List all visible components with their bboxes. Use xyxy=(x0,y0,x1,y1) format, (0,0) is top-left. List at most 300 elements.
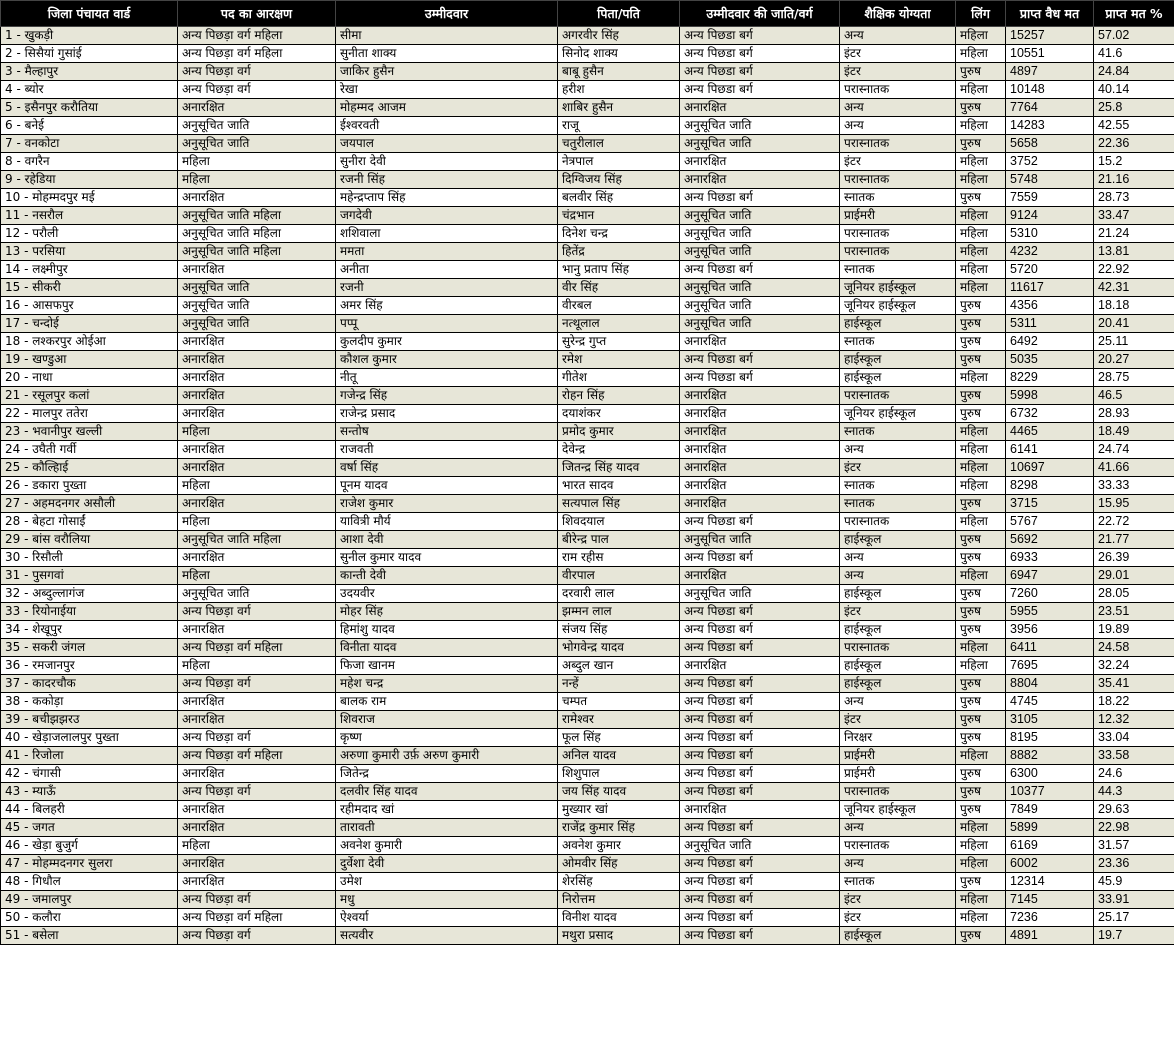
cell-pct: 25.17 xyxy=(1094,909,1174,927)
cell-education: जूनियर हाईस्कूल xyxy=(840,405,956,423)
cell-education: हाईस्कूल xyxy=(840,927,956,945)
table-row xyxy=(1,333,1174,351)
cell-ward: 31 - पुसगवां xyxy=(1,567,178,585)
cell-education: स्नातक xyxy=(840,495,956,513)
cell-votes: 7849 xyxy=(1006,801,1094,819)
cell-pct: 23.51 xyxy=(1094,603,1174,621)
header-reservation: पद का आरक्षण xyxy=(178,1,336,27)
cell-votes: 5899 xyxy=(1006,819,1094,837)
cell-gender: महिला xyxy=(956,909,1006,927)
cell-father-husband: चतुरीलाल xyxy=(558,135,680,153)
cell-votes: 15257 xyxy=(1006,27,1094,45)
cell-father-husband: मथुरा प्रसाद xyxy=(558,927,680,945)
table-row xyxy=(1,135,1174,153)
cell-reservation: महिला xyxy=(178,153,336,171)
cell-caste: अनारक्षित xyxy=(680,801,840,819)
cell-candidate: मोहर सिंह xyxy=(336,603,558,621)
table-row xyxy=(1,873,1174,891)
cell-ward: 19 - खण्डुआ xyxy=(1,351,178,369)
cell-ward: 30 - रिसौली xyxy=(1,549,178,567)
cell-ward: 44 - बिलहरी xyxy=(1,801,178,819)
cell-candidate: आशा देवी xyxy=(336,531,558,549)
cell-caste: अन्य पिछडा बर्ग xyxy=(680,81,840,99)
cell-reservation: महिला xyxy=(178,657,336,675)
cell-ward: 37 - कादरचौक xyxy=(1,675,178,693)
table-row xyxy=(1,927,1174,945)
cell-gender: महिला xyxy=(956,153,1006,171)
table-row xyxy=(1,81,1174,99)
cell-caste: अन्य पिछडा बर्ग xyxy=(680,909,840,927)
cell-father-husband: शिवदयाल xyxy=(558,513,680,531)
cell-candidate: गजेन्द्र सिंह xyxy=(336,387,558,405)
cell-gender: पुरुष xyxy=(956,603,1006,621)
table-row xyxy=(1,801,1174,819)
cell-pct: 22.72 xyxy=(1094,513,1174,531)
cell-votes: 3956 xyxy=(1006,621,1094,639)
cell-ward: 40 - खेड़ाजलालपुर पुख्ता xyxy=(1,729,178,747)
cell-education: प्राईमरी xyxy=(840,765,956,783)
cell-education: इंटर xyxy=(840,603,956,621)
cell-father-husband: ओमवीर सिंह xyxy=(558,855,680,873)
cell-caste: अनारक्षित xyxy=(680,153,840,171)
cell-education: परास्नातक xyxy=(840,135,956,153)
cell-gender: पुरुष xyxy=(956,135,1006,153)
table-row xyxy=(1,513,1174,531)
cell-father-husband: अनिल यादव xyxy=(558,747,680,765)
cell-reservation: महिला xyxy=(178,423,336,441)
cell-reservation: अनारक्षित xyxy=(178,711,336,729)
cell-candidate: राजेन्द्र प्रसाद xyxy=(336,405,558,423)
cell-candidate: यावित्री मौर्य xyxy=(336,513,558,531)
cell-votes: 11617 xyxy=(1006,279,1094,297)
cell-education: परास्नातक xyxy=(840,387,956,405)
cell-votes: 8804 xyxy=(1006,675,1094,693)
cell-ward: 14 - लक्ष्मीपुर xyxy=(1,261,178,279)
cell-ward: 48 - गिधौल xyxy=(1,873,178,891)
cell-pct: 22.92 xyxy=(1094,261,1174,279)
table-row xyxy=(1,477,1174,495)
cell-votes: 5767 xyxy=(1006,513,1094,531)
cell-pct: 20.41 xyxy=(1094,315,1174,333)
cell-father-husband: निरोत्तम xyxy=(558,891,680,909)
cell-caste: अन्य पिछडा बर्ग xyxy=(680,693,840,711)
table-row xyxy=(1,117,1174,135)
cell-father-husband: नत्थूलाल xyxy=(558,315,680,333)
header-father-husband: पिता/पति xyxy=(558,1,680,27)
cell-pct: 33.47 xyxy=(1094,207,1174,225)
cell-reservation: अन्य पिछड़ा वर्ग xyxy=(178,603,336,621)
cell-gender: पुरुष xyxy=(956,99,1006,117)
cell-gender: पुरुष xyxy=(956,189,1006,207)
cell-pct: 33.04 xyxy=(1094,729,1174,747)
cell-candidate: पप्पू xyxy=(336,315,558,333)
header-ward: जिला पंचायत वार्ड xyxy=(1,1,178,27)
table-row xyxy=(1,63,1174,81)
cell-father-husband: भारत सादव xyxy=(558,477,680,495)
table-row xyxy=(1,765,1174,783)
cell-gender: पुरुष xyxy=(956,63,1006,81)
cell-caste: अनुसूचित जाति xyxy=(680,207,840,225)
cell-candidate: कृष्ण xyxy=(336,729,558,747)
cell-gender: पुरुष xyxy=(956,873,1006,891)
cell-caste: अनुसूचित जाति xyxy=(680,315,840,333)
cell-ward: 26 - डकारा पुख्ता xyxy=(1,477,178,495)
cell-education: हाईस्कूल xyxy=(840,657,956,675)
table-row xyxy=(1,441,1174,459)
cell-candidate: मोहम्मद आजम xyxy=(336,99,558,117)
cell-votes: 6933 xyxy=(1006,549,1094,567)
cell-gender: पुरुष xyxy=(956,711,1006,729)
cell-candidate: जितेन्द्र xyxy=(336,765,558,783)
cell-ward: 20 - नाधा xyxy=(1,369,178,387)
cell-caste: अनारक्षित xyxy=(680,405,840,423)
cell-pct: 24.84 xyxy=(1094,63,1174,81)
cell-pct: 12.32 xyxy=(1094,711,1174,729)
cell-education: स्नातक xyxy=(840,189,956,207)
table-row xyxy=(1,189,1174,207)
cell-pct: 29.01 xyxy=(1094,567,1174,585)
cell-education: अन्य xyxy=(840,855,956,873)
cell-father-husband: राजू xyxy=(558,117,680,135)
cell-candidate: फिजा खानम xyxy=(336,657,558,675)
cell-education: परास्नातक xyxy=(840,837,956,855)
table-body xyxy=(1,27,1174,945)
cell-gender: महिला xyxy=(956,513,1006,531)
table-row xyxy=(1,783,1174,801)
cell-father-husband: दरवारी लाल xyxy=(558,585,680,603)
table-row xyxy=(1,459,1174,477)
cell-pct: 29.63 xyxy=(1094,801,1174,819)
cell-father-husband: वीर सिंह xyxy=(558,279,680,297)
cell-caste: अन्य पिछडा बर्ग xyxy=(680,603,840,621)
cell-votes: 6947 xyxy=(1006,567,1094,585)
cell-pct: 28.93 xyxy=(1094,405,1174,423)
cell-gender: महिला xyxy=(956,225,1006,243)
cell-ward: 4 - ब्योर xyxy=(1,81,178,99)
cell-candidate: सुनीता शाक्य xyxy=(336,45,558,63)
cell-gender: महिला xyxy=(956,45,1006,63)
cell-ward: 5 - इसैनपुर करौतिया xyxy=(1,99,178,117)
cell-candidate: ममता xyxy=(336,243,558,261)
cell-reservation: अनुसूचित जाति महिला xyxy=(178,531,336,549)
cell-caste: अन्य पिछडा बर्ग xyxy=(680,27,840,45)
cell-education: स्नातक xyxy=(840,873,956,891)
cell-gender: महिला xyxy=(956,117,1006,135)
cell-caste: अन्य पिछडा बर्ग xyxy=(680,711,840,729)
cell-gender: महिला xyxy=(956,891,1006,909)
cell-pct: 28.75 xyxy=(1094,369,1174,387)
cell-ward: 28 - बेहटा गोसाईं xyxy=(1,513,178,531)
cell-candidate: दुर्वेशा देवी xyxy=(336,855,558,873)
cell-father-husband: दयाशंकर xyxy=(558,405,680,423)
header-gender: लिंग xyxy=(956,1,1006,27)
cell-caste: अनुसूचित जाति xyxy=(680,585,840,603)
cell-reservation: अनारक्षित xyxy=(178,99,336,117)
cell-education: अन्य xyxy=(840,567,956,585)
cell-reservation: अन्य पिछड़ा वर्ग xyxy=(178,891,336,909)
cell-caste: अन्य पिछडा बर्ग xyxy=(680,621,840,639)
cell-votes: 5310 xyxy=(1006,225,1094,243)
cell-pct: 18.49 xyxy=(1094,423,1174,441)
cell-gender: पुरुष xyxy=(956,765,1006,783)
cell-pct: 44.3 xyxy=(1094,783,1174,801)
cell-votes: 10551 xyxy=(1006,45,1094,63)
header-education: शैक्षिक योग्यता xyxy=(840,1,956,27)
cell-reservation: अन्य पिछड़ा वर्ग महिला xyxy=(178,45,336,63)
cell-reservation: अनारक्षित xyxy=(178,621,336,639)
cell-reservation: अनारक्षित xyxy=(178,549,336,567)
cell-votes: 6300 xyxy=(1006,765,1094,783)
cell-education: प्राईमरी xyxy=(840,207,956,225)
cell-ward: 32 - अब्दुल्लागंज xyxy=(1,585,178,603)
cell-reservation: अनारक्षित xyxy=(178,351,336,369)
cell-reservation: अन्य पिछड़ा वर्ग महिला xyxy=(178,27,336,45)
cell-gender: पुरुष xyxy=(956,801,1006,819)
table-row xyxy=(1,423,1174,441)
table-row xyxy=(1,297,1174,315)
cell-caste: अन्य पिछडा बर्ग xyxy=(680,351,840,369)
table-row xyxy=(1,549,1174,567)
table-row xyxy=(1,243,1174,261)
table-row xyxy=(1,657,1174,675)
cell-candidate: वर्षा सिंह xyxy=(336,459,558,477)
cell-votes: 5955 xyxy=(1006,603,1094,621)
cell-caste: अन्य पिछडा बर्ग xyxy=(680,747,840,765)
cell-reservation: महिला xyxy=(178,171,336,189)
header-row xyxy=(1,1,1174,27)
cell-gender: महिला xyxy=(956,657,1006,675)
cell-reservation: अनारक्षित xyxy=(178,189,336,207)
cell-father-husband: राम रहीस xyxy=(558,549,680,567)
cell-father-husband: जय सिंह यादव xyxy=(558,783,680,801)
cell-education: परास्नातक xyxy=(840,225,956,243)
cell-pct: 33.91 xyxy=(1094,891,1174,909)
cell-ward: 21 - रसूलपुर कलां xyxy=(1,387,178,405)
cell-votes: 5692 xyxy=(1006,531,1094,549)
cell-gender: पुरुष xyxy=(956,387,1006,405)
cell-father-husband: संजय सिंह xyxy=(558,621,680,639)
cell-candidate: महेन्द्रप्ताप सिंह xyxy=(336,189,558,207)
cell-gender: पुरुष xyxy=(956,405,1006,423)
cell-candidate: मधु xyxy=(336,891,558,909)
cell-pct: 22.98 xyxy=(1094,819,1174,837)
cell-candidate: अनीता xyxy=(336,261,558,279)
cell-candidate: रजनी xyxy=(336,279,558,297)
cell-votes: 10148 xyxy=(1006,81,1094,99)
cell-father-husband: चम्पत xyxy=(558,693,680,711)
cell-education: परास्नातक xyxy=(840,81,956,99)
cell-reservation: अनारक्षित xyxy=(178,387,336,405)
cell-education: परास्नातक xyxy=(840,639,956,657)
table-row xyxy=(1,639,1174,657)
cell-caste: अन्य पिछडा बर्ग xyxy=(680,261,840,279)
cell-candidate: रहीमदाद खां xyxy=(336,801,558,819)
cell-pct: 23.36 xyxy=(1094,855,1174,873)
cell-ward: 1 - खुकड़ी xyxy=(1,27,178,45)
cell-candidate: सुनीरा देवी xyxy=(336,153,558,171)
cell-pct: 19.7 xyxy=(1094,927,1174,945)
cell-votes: 6732 xyxy=(1006,405,1094,423)
cell-gender: महिला xyxy=(956,243,1006,261)
cell-gender: पुरुष xyxy=(956,333,1006,351)
cell-reservation: महिला xyxy=(178,513,336,531)
cell-reservation: अनुसूचित जाति महिला xyxy=(178,243,336,261)
cell-candidate: ऐश्वर्या xyxy=(336,909,558,927)
cell-reservation: अनारक्षित xyxy=(178,819,336,837)
cell-education: अन्य xyxy=(840,27,956,45)
cell-votes: 4897 xyxy=(1006,63,1094,81)
cell-education: इंटर xyxy=(840,891,956,909)
cell-father-husband: भोगवेन्द्र यादव xyxy=(558,639,680,657)
table-row xyxy=(1,585,1174,603)
cell-caste: अनारक्षित xyxy=(680,459,840,477)
cell-pct: 28.73 xyxy=(1094,189,1174,207)
cell-caste: अनारक्षित xyxy=(680,171,840,189)
cell-father-husband: सिनोद शाक्य xyxy=(558,45,680,63)
cell-votes: 8195 xyxy=(1006,729,1094,747)
cell-education: इंटर xyxy=(840,63,956,81)
cell-ward: 51 - बसेला xyxy=(1,927,178,945)
table-row xyxy=(1,279,1174,297)
cell-gender: महिला xyxy=(956,837,1006,855)
cell-ward: 7 - वनकोटा xyxy=(1,135,178,153)
table-row xyxy=(1,405,1174,423)
cell-gender: पुरुष xyxy=(956,783,1006,801)
cell-education: हाईस्कूल xyxy=(840,675,956,693)
cell-caste: अनारक्षित xyxy=(680,387,840,405)
cell-education: निरक्षर xyxy=(840,729,956,747)
cell-candidate: हिमांशु यादव xyxy=(336,621,558,639)
cell-education: अन्य xyxy=(840,693,956,711)
table-row xyxy=(1,171,1174,189)
cell-gender: महिला xyxy=(956,855,1006,873)
cell-education: परास्नातक xyxy=(840,171,956,189)
cell-father-husband: दिग्विजय सिंह xyxy=(558,171,680,189)
cell-father-husband: अगरवीर सिंह xyxy=(558,27,680,45)
cell-votes: 3105 xyxy=(1006,711,1094,729)
cell-reservation: महिला xyxy=(178,477,336,495)
cell-reservation: अनुसूचित जाति xyxy=(178,297,336,315)
cell-votes: 7695 xyxy=(1006,657,1094,675)
cell-candidate: शशिवाला xyxy=(336,225,558,243)
cell-candidate: बालक राम xyxy=(336,693,558,711)
cell-ward: 25 - कौल्हिाई xyxy=(1,459,178,477)
cell-education: स्नातक xyxy=(840,477,956,495)
cell-education: हाईस्कूल xyxy=(840,531,956,549)
table-row xyxy=(1,261,1174,279)
cell-father-husband: रोहन सिंह xyxy=(558,387,680,405)
cell-ward: 24 - उघैती गर्वी xyxy=(1,441,178,459)
cell-education: इंटर xyxy=(840,459,956,477)
cell-father-husband: अब्दुल खान xyxy=(558,657,680,675)
cell-education: स्नातक xyxy=(840,333,956,351)
cell-votes: 6492 xyxy=(1006,333,1094,351)
cell-caste: अनारक्षित xyxy=(680,99,840,117)
cell-reservation: अनुसूचित जाति xyxy=(178,135,336,153)
cell-ward: 42 - चंगासी xyxy=(1,765,178,783)
cell-votes: 4891 xyxy=(1006,927,1094,945)
cell-pct: 35.41 xyxy=(1094,675,1174,693)
header-vote-percent: प्राप्त मत % xyxy=(1094,1,1174,27)
cell-father-husband: गीतेश xyxy=(558,369,680,387)
cell-ward: 3 - मैल्हापुर xyxy=(1,63,178,81)
cell-ward: 10 - मोहम्मदपुर मई xyxy=(1,189,178,207)
cell-caste: अनुसूचित जाति xyxy=(680,225,840,243)
cell-votes: 7236 xyxy=(1006,909,1094,927)
cell-reservation: अनुसूचित जाति xyxy=(178,585,336,603)
cell-pct: 18.18 xyxy=(1094,297,1174,315)
cell-ward: 38 - ककोड़ा xyxy=(1,693,178,711)
cell-pct: 24.6 xyxy=(1094,765,1174,783)
cell-education: स्नातक xyxy=(840,423,956,441)
cell-gender: पुरुष xyxy=(956,351,1006,369)
cell-reservation: अनुसूचित जाति xyxy=(178,315,336,333)
table-row xyxy=(1,207,1174,225)
cell-candidate: ईश्वरवती xyxy=(336,117,558,135)
cell-pct: 21.24 xyxy=(1094,225,1174,243)
cell-gender: महिला xyxy=(956,423,1006,441)
cell-votes: 8298 xyxy=(1006,477,1094,495)
cell-pct: 15.2 xyxy=(1094,153,1174,171)
cell-candidate: जयपाल xyxy=(336,135,558,153)
cell-ward: 17 - चन्दोई xyxy=(1,315,178,333)
cell-candidate: सन्तोष xyxy=(336,423,558,441)
cell-ward: 46 - खेड़ा बुजुर्ग xyxy=(1,837,178,855)
cell-votes: 5035 xyxy=(1006,351,1094,369)
cell-votes: 8229 xyxy=(1006,369,1094,387)
table-row xyxy=(1,603,1174,621)
cell-pct: 42.31 xyxy=(1094,279,1174,297)
cell-candidate: दलवीर सिंह यादव xyxy=(336,783,558,801)
cell-gender: पुरुष xyxy=(956,729,1006,747)
cell-votes: 4745 xyxy=(1006,693,1094,711)
cell-reservation: महिला xyxy=(178,567,336,585)
cell-candidate: नीतू xyxy=(336,369,558,387)
cell-father-husband: रमेश xyxy=(558,351,680,369)
cell-education: हाईस्कूल xyxy=(840,315,956,333)
cell-father-husband: वीरबल xyxy=(558,297,680,315)
cell-father-husband: मुख्यार खां xyxy=(558,801,680,819)
cell-votes: 5658 xyxy=(1006,135,1094,153)
table-row xyxy=(1,837,1174,855)
cell-reservation: अन्य पिछड़ा वर्ग xyxy=(178,729,336,747)
cell-caste: अन्य पिछडा बर्ग xyxy=(680,63,840,81)
cell-pct: 31.57 xyxy=(1094,837,1174,855)
cell-father-husband: प्रमोद कुमार xyxy=(558,423,680,441)
cell-pct: 24.58 xyxy=(1094,639,1174,657)
cell-ward: 47 - मोहम्मदनगर सुलरा xyxy=(1,855,178,873)
table-row xyxy=(1,315,1174,333)
cell-education: हाईस्कूल xyxy=(840,351,956,369)
cell-ward: 2 - सिसैयां गुसांई xyxy=(1,45,178,63)
cell-pct: 19.89 xyxy=(1094,621,1174,639)
cell-father-husband: अवनेश कुमार xyxy=(558,837,680,855)
cell-ward: 8 - वगरैन xyxy=(1,153,178,171)
table-row xyxy=(1,369,1174,387)
cell-caste: अन्य पिछडा बर्ग xyxy=(680,891,840,909)
cell-pct: 25.11 xyxy=(1094,333,1174,351)
cell-father-husband: बाबू हुसैन xyxy=(558,63,680,81)
cell-gender: महिला xyxy=(956,459,1006,477)
table-row xyxy=(1,567,1174,585)
table-row xyxy=(1,45,1174,63)
cell-votes: 4356 xyxy=(1006,297,1094,315)
cell-education: परास्नातक xyxy=(840,243,956,261)
cell-education: हाईस्कूल xyxy=(840,369,956,387)
cell-gender: पुरुष xyxy=(956,585,1006,603)
cell-caste: अनारक्षित xyxy=(680,423,840,441)
cell-reservation: अनारक्षित xyxy=(178,765,336,783)
